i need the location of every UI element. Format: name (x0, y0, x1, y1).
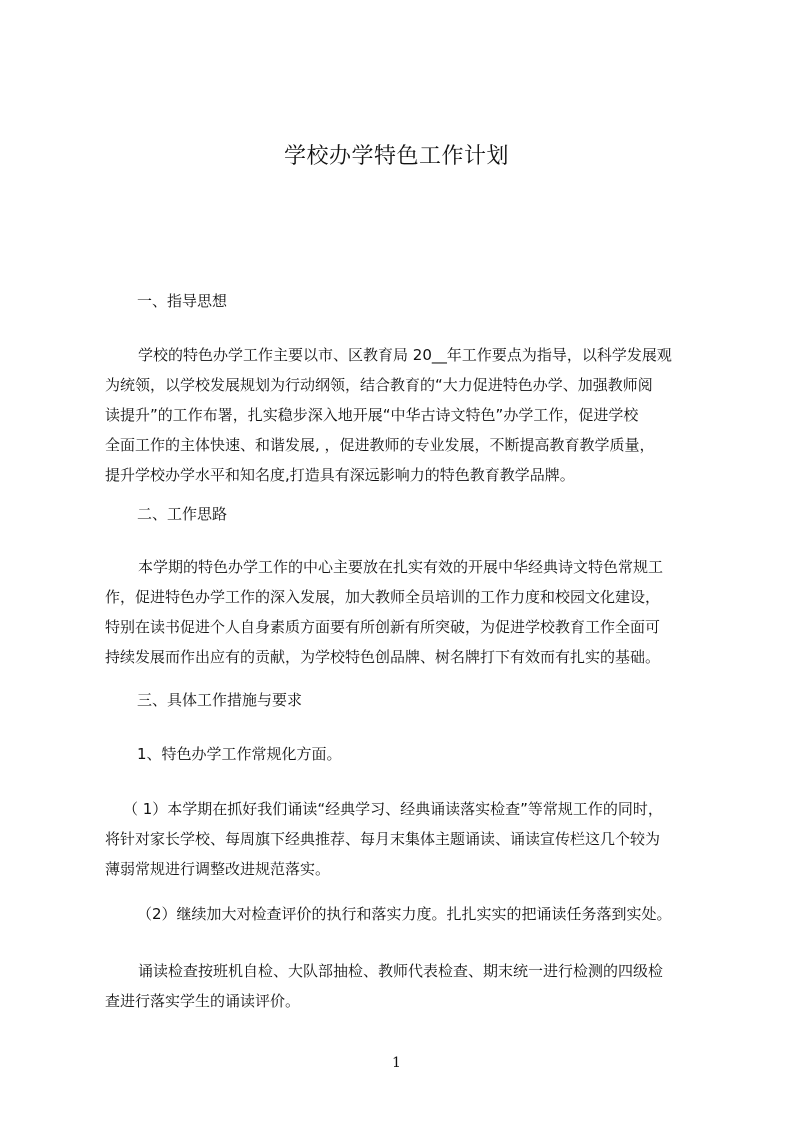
text-line: 提升学校办学水平和知名度,打造具有深远影响力的特色教育教学品牌。 (105, 466, 575, 484)
text-line: 作，促进特色办学工作的深入发展，加大教师全员培训的工作力度和校园文化建设， (105, 588, 661, 606)
section-heading-measures: 三、具体工作措施与要求 (137, 691, 303, 709)
paragraph-item-2: （2）继续加大对检查评价的执行和落实力度。扎扎实实的把诵读任务落到实处。 (137, 905, 672, 923)
section-heading-work-ideas: 二、工作思路 (137, 505, 228, 523)
section-heading-guiding-ideology: 一、指导思想 (137, 292, 228, 310)
text-line: 诵读检查按班机自检、大队部抽检、教师代表检查、期末统一进行检测的四级检 (138, 962, 664, 980)
text-line: （ 1）本学期在抓好我们诵读“经典学习、经典诵读落实检查”等常规工作的同时， (123, 800, 663, 818)
paragraph-work-ideas (105, 552, 715, 672)
text-line: 将针对家长学校、每周旗下经典推荐、每月末集体主题诵读、诵读宣传栏这几个较为 (105, 830, 661, 848)
text-line: 查进行落实学生的诵读评价。 (105, 992, 301, 1010)
text-line: 为统领，以学校发展规划为行动纲领，结合教育的“大力促进特色办学、加强教师阅 (105, 376, 653, 394)
text-line: 特别在读书促进个人自身素质方面要有所创新有所突破，为促进学校教育工作全面可 (105, 618, 661, 636)
text-line: 薄弱常规进行调整改进规范落实。 (105, 860, 331, 878)
list-item-routine: 1、特色办学工作常规化方面。 (137, 745, 342, 763)
document-title: 学校办学特色工作计划 (283, 144, 509, 169)
paragraph-check (105, 956, 715, 1016)
paragraph-guiding-ideology (105, 340, 715, 490)
text-line: 读提升”的工作布署，扎实稳步深入地开展“中华古诗文特色”办学工作，促进学校 (105, 406, 639, 424)
text-line: 全面工作的主体快速、和谐发展, ，促进教师的专业发展，不断提高教育教学质量， (105, 436, 655, 454)
text-line: 本学期的特色办学工作的中心主要放在扎实有效的开展中华经典诗文特色常规工 (138, 558, 664, 576)
paragraph-item-1 (105, 794, 715, 884)
text-line: 学校的特色办学工作主要以市、区教育局 20__年工作要点为指导，以科学发展观 (138, 346, 672, 364)
text-line: 持续发展而作出应有的贡献，为学校特色创品牌、树名牌打下有效而有扎实的基础。 (105, 648, 661, 666)
page-number: 1 (392, 1055, 401, 1071)
